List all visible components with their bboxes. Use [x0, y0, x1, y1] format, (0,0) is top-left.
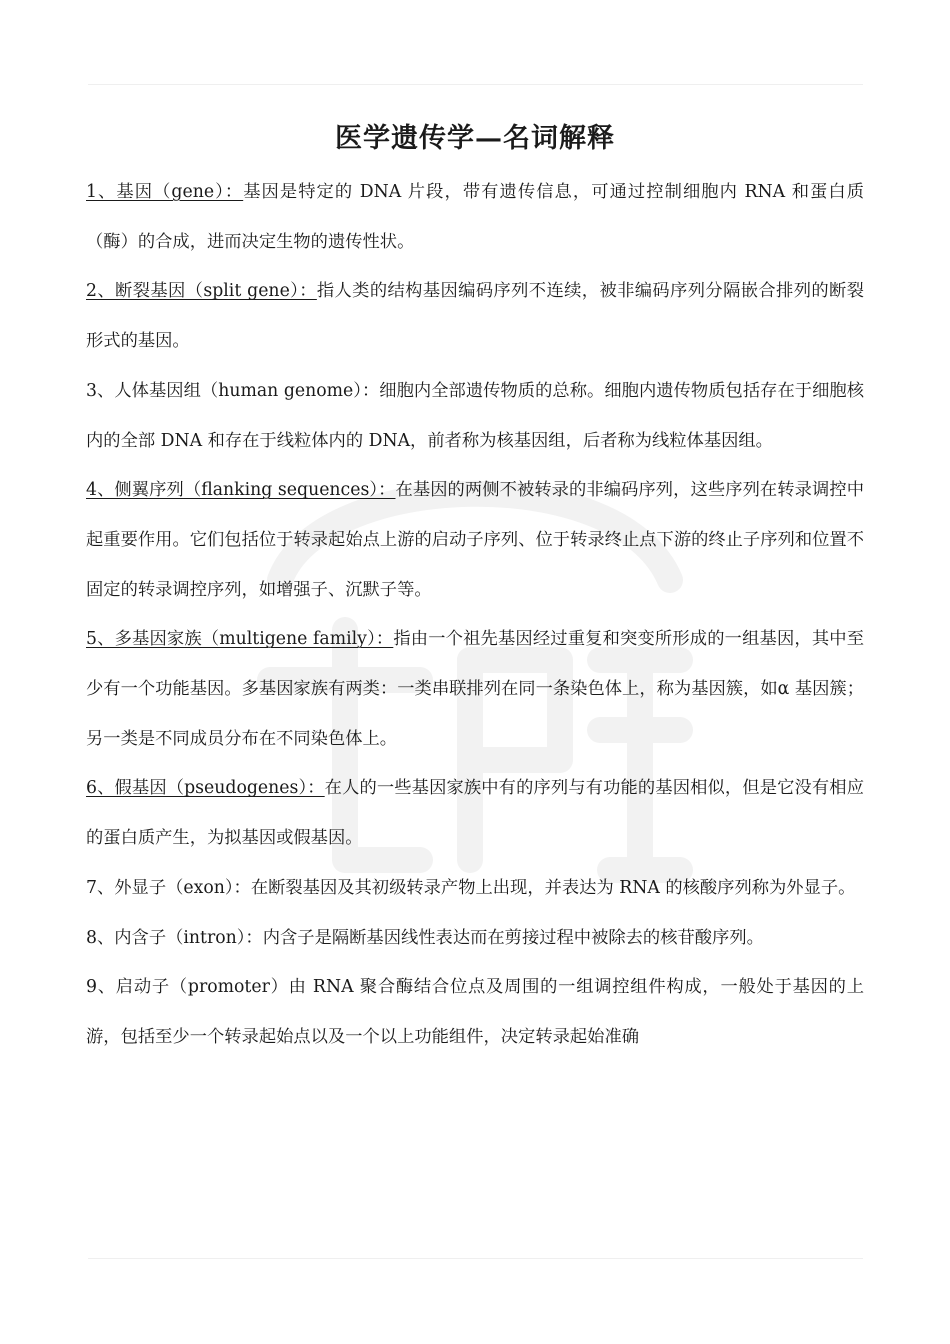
- glossary-entry-multigene-family: [86, 615, 864, 764]
- glossary-entry-split-gene: [86, 267, 864, 366]
- glossary-list: [86, 168, 864, 1063]
- footer-rule: [88, 1258, 863, 1259]
- entry-term: 7、外显子（exon）：: [86, 877, 251, 898]
- glossary-entry-exon: [86, 864, 864, 914]
- entry-definition: 在人的一些基因家族中有的序列与有功能的基因相似，但是它没有相应的蛋白质产生，为拟基因或假基因。: [86, 778, 864, 849]
- entry-term: 8、内含子（intron）：: [86, 927, 263, 948]
- glossary-entry-human-genome: [86, 367, 864, 466]
- glossary-entry-pseudogenes: [86, 764, 864, 863]
- glossary-entry-gene: [86, 168, 864, 267]
- entry-definition: 指人类的结构基因编码序列不连续，被非编码序列分隔嵌合排列的断裂形式的基因。: [86, 281, 864, 352]
- glossary-entry-promoter: [86, 963, 864, 1062]
- entry-term: 5、多基因家族（multigene family）：: [86, 629, 394, 650]
- entry-term: 4、侧翼序列（flanking sequences）：: [86, 480, 396, 501]
- entry-definition: 在基因的两侧不被转录的非编码序列，这些序列在转录调控中起重要作用。它们包括位于转录起始点上游的启动子序列、位于转录终止点下游的终止子序列和位置不固定的转录调控序列，如增强子、沉默子等。: [86, 480, 864, 600]
- entry-term: 2、断裂基因（split gene）：: [86, 281, 317, 302]
- entry-definition: 由 RNA 聚合酶结合位点及周围的一组调控组件构成，一般处于基因的上游，包括至少一个转录起始点以及一个以上功能组件，决定转录起始准确: [86, 977, 864, 1047]
- entry-term: 9、启动子（promoter）: [86, 977, 289, 998]
- entry-definition: 在断裂基因及其初级转录产物上出现，并表达为 RNA 的核酸序列称为外显子。: [250, 877, 856, 898]
- page-title: 医学遗传学—名词解释: [335, 123, 615, 154]
- entry-definition: 细胞内全部遗传物质的总称。细胞内遗传物质包括存在于细胞核内的全部 DNA 和存在于线粒体内的 DNA，前者称为核基因组，后者称为线粒体基因组。: [86, 380, 864, 451]
- entry-term: 1、基因（gene）：: [86, 182, 244, 202]
- header-rule: [88, 84, 863, 85]
- entry-term: 6、假基因（pseudogenes）：: [86, 778, 325, 799]
- entry-definition: 基因是特定的 DNA 片段，带有遗传信息，可通过控制细胞内 RNA 和蛋白质（酶）的合成，进而决定生物的遗传性状。: [86, 182, 865, 252]
- entry-definition: 指由一个祖先基因经过重复和突变所形成的一组基因，其中至少有一个功能基因。多基因家族有两类：一类串联排列在同一条染色体上，称为基因簇，如α 基因簇；另一类是不同成员分布在不同染色体上。: [86, 629, 864, 749]
- glossary-entry-flanking-sequences: [86, 466, 864, 615]
- glossary-entry-intron: [86, 914, 864, 964]
- entry-definition: 内含子是隔断基因线性表达而在剪接过程中被除去的核苷酸序列。: [262, 927, 764, 948]
- entry-term: 3、人体基因组（human genome）：: [86, 380, 380, 401]
